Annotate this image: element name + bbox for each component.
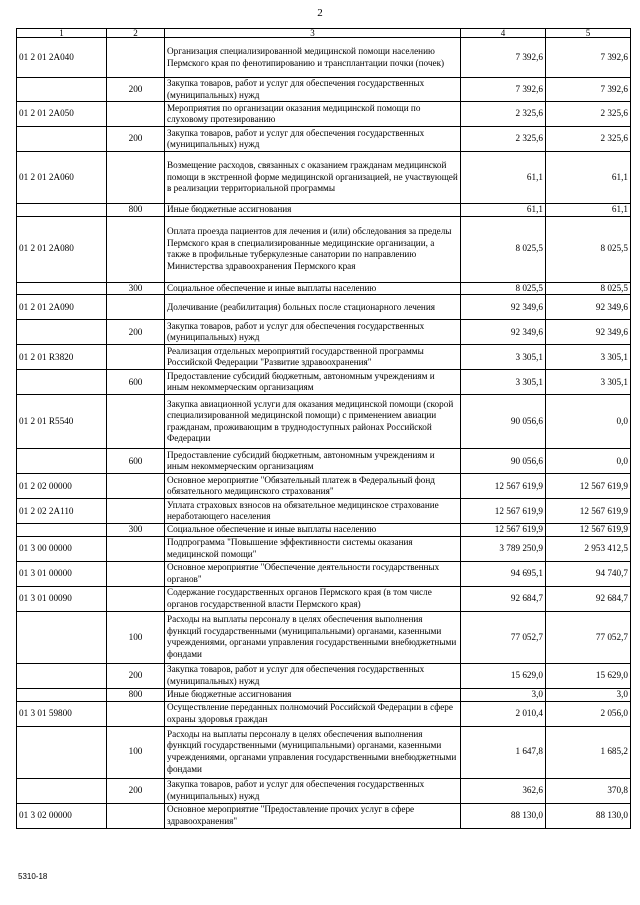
amount-year-1: 12 567 619,9: [461, 474, 546, 499]
amount-year-1: 92 349,6: [461, 295, 546, 320]
document-code: 5310-18: [18, 872, 48, 881]
amount-year-2: 94 740,7: [546, 561, 631, 586]
expense-name: Предоставление субсидий бюджетным, автономным учреждениям и иным некоммерческим организациям: [165, 449, 461, 474]
budget-table: [16, 28, 631, 829]
amount-year-2: 61,1: [546, 204, 631, 217]
amount-year-2: 0,0: [546, 395, 631, 449]
amount-year-2: 92 684,7: [546, 586, 631, 611]
table-row: [17, 38, 631, 78]
budget-classification-code: [17, 370, 107, 395]
budget-classification-code: [17, 204, 107, 217]
expense-type-code: 200: [107, 320, 165, 345]
amount-year-1: 2 010,4: [461, 701, 546, 726]
amount-year-2: 7 392,6: [546, 78, 631, 102]
amount-year-1: 2 325,6: [461, 127, 546, 152]
expense-type-code: 300: [107, 524, 165, 537]
table-row: [17, 778, 631, 803]
table-row: [17, 803, 631, 828]
table-row: [17, 295, 631, 320]
amount-year-2: 8 025,5: [546, 282, 631, 295]
amount-year-2: 3,0: [546, 688, 631, 701]
amount-year-1: 8 025,5: [461, 216, 546, 282]
amount-year-2: 92 349,6: [546, 295, 631, 320]
amount-year-2: 88 130,0: [546, 803, 631, 828]
table-row: [17, 78, 631, 102]
expense-type-code: 200: [107, 663, 165, 688]
amount-year-1: 8 025,5: [461, 282, 546, 295]
expense-name: Основное мероприятие "Обязательный платеж в Федеральный фонд обязательного медицинского страхования": [165, 474, 461, 499]
amount-year-1: 12 567 619,9: [461, 524, 546, 537]
expense-name: Иные бюджетные ассигнования: [165, 204, 461, 217]
expense-type-code: [107, 561, 165, 586]
amount-year-2: 370,8: [546, 778, 631, 803]
budget-classification-code: [17, 320, 107, 345]
column-header: 1: [17, 29, 107, 38]
table-row: [17, 561, 631, 586]
expense-name: Основное мероприятие "Обеспечение деятельности государственных органов": [165, 561, 461, 586]
expense-type-code: 600: [107, 370, 165, 395]
expense-name: Предоставление субсидий бюджетным, автономным учреждениям и иным некоммерческим организациям: [165, 370, 461, 395]
expense-name: Социальное обеспечение и иные выплаты населению: [165, 524, 461, 537]
table-row: [17, 536, 631, 561]
expense-name: Закупка товаров, работ и услуг для обеспечения государственных (муниципальных) нужд: [165, 663, 461, 688]
table-row: [17, 320, 631, 345]
expense-name: Закупка товаров, работ и услуг для обеспечения государственных (муниципальных) нужд: [165, 778, 461, 803]
expense-type-code: [107, 152, 165, 204]
expense-type-code: 800: [107, 688, 165, 701]
expense-name: Долечивание (реабилитация) больных после стационарного лечения: [165, 295, 461, 320]
amount-year-1: 90 056,6: [461, 395, 546, 449]
amount-year-2: 2 325,6: [546, 102, 631, 127]
expense-type-code: [107, 38, 165, 78]
table-row: [17, 524, 631, 537]
expense-name: Мероприятия по организации оказания медицинской помощи по слуховому протезированию: [165, 102, 461, 127]
table-row: [17, 499, 631, 524]
table-row: [17, 701, 631, 726]
expense-name: Содержание государственных органов Пермского края (в том числе органов государственной власти Пермского края): [165, 586, 461, 611]
amount-year-2: 92 349,6: [546, 320, 631, 345]
budget-classification-code: 01 3 01 00000: [17, 561, 107, 586]
expense-type-code: [107, 295, 165, 320]
amount-year-2: 12 567 619,9: [546, 499, 631, 524]
budget-classification-code: 01 2 01 2А040: [17, 38, 107, 78]
expense-name: Закупка авиационной услуги для оказания медицинской помощи (скорой специализированной медицинской помощи) с применением авиации гражданам, проживающим в труднодоступных районах Российской Федерации: [165, 395, 461, 449]
expense-type-code: 800: [107, 204, 165, 217]
amount-year-2: 0,0: [546, 449, 631, 474]
expense-name: Осуществление переданных полномочий Российской Федерации в сфере охраны здоровья граждан: [165, 701, 461, 726]
budget-classification-code: 01 3 01 00090: [17, 586, 107, 611]
budget-classification-code: 01 3 00 00000: [17, 536, 107, 561]
amount-year-1: 3,0: [461, 688, 546, 701]
table-row: [17, 688, 631, 701]
expense-name: Возмещение расходов, связанных с оказанием гражданам медицинской помощи в экстренной форме медицинской организацией, не участвующей в реализации территориальной программы: [165, 152, 461, 204]
amount-year-1: 3 305,1: [461, 370, 546, 395]
amount-year-1: 77 052,7: [461, 611, 546, 663]
expense-name: Основное мероприятие "Предоставление прочих услуг в сфере здравоохранения": [165, 803, 461, 828]
expense-name: Иные бюджетные ассигнования: [165, 688, 461, 701]
expense-type-code: [107, 701, 165, 726]
amount-year-1: 15 629,0: [461, 663, 546, 688]
amount-year-1: 92 349,6: [461, 320, 546, 345]
expense-name: Расходы на выплаты персоналу в целях обеспечения выполнения функций государственными (муниципальными) органами, казенными учреждениями, органами управления государственными внебюджетными фондами: [165, 726, 461, 778]
expense-name: Расходы на выплаты персоналу в целях обеспечения выполнения функций государственными (муниципальными) органами, казенными учреждениями, органами управления государственными внебюджетными фондами: [165, 611, 461, 663]
amount-year-1: 61,1: [461, 204, 546, 217]
amount-year-2: 15 629,0: [546, 663, 631, 688]
expense-type-code: 200: [107, 127, 165, 152]
expense-type-code: [107, 536, 165, 561]
amount-year-2: 7 392,6: [546, 38, 631, 78]
amount-year-1: 362,6: [461, 778, 546, 803]
amount-year-2: 2 953 412,5: [546, 536, 631, 561]
amount-year-2: 12 567 619,9: [546, 524, 631, 537]
expense-type-code: 200: [107, 778, 165, 803]
table-row: [17, 152, 631, 204]
amount-year-2: 3 305,1: [546, 370, 631, 395]
expense-type-code: [107, 474, 165, 499]
expense-type-code: 200: [107, 78, 165, 102]
budget-classification-code: 01 2 02 00000: [17, 474, 107, 499]
amount-year-1: 12 567 619,9: [461, 499, 546, 524]
expense-type-code: [107, 345, 165, 370]
budget-classification-code: [17, 726, 107, 778]
amount-year-1: 7 392,6: [461, 78, 546, 102]
table-row: [17, 370, 631, 395]
table-row: [17, 449, 631, 474]
budget-classification-code: [17, 524, 107, 537]
page-number: 2: [317, 7, 323, 19]
table-row: [17, 663, 631, 688]
expense-type-code: [107, 803, 165, 828]
amount-year-2: 61,1: [546, 152, 631, 204]
amount-year-1: 1 647,8: [461, 726, 546, 778]
table-row: [17, 127, 631, 152]
table-row: [17, 102, 631, 127]
expense-type-code: [107, 586, 165, 611]
amount-year-1: 92 684,7: [461, 586, 546, 611]
table-row: [17, 345, 631, 370]
column-number-row: [17, 29, 631, 38]
budget-classification-code: [17, 127, 107, 152]
budget-classification-code: 01 2 01 2А060: [17, 152, 107, 204]
amount-year-1: 7 392,6: [461, 38, 546, 78]
expense-name: Социальное обеспечение и иные выплаты населению: [165, 282, 461, 295]
budget-classification-code: 01 3 01 59800: [17, 701, 107, 726]
budget-classification-code: [17, 688, 107, 701]
expense-type-code: [107, 216, 165, 282]
budget-classification-code: 01 2 01 2А080: [17, 216, 107, 282]
amount-year-2: 3 305,1: [546, 345, 631, 370]
expense-name: Закупка товаров, работ и услуг для обеспечения государственных (муниципальных) нужд: [165, 127, 461, 152]
expense-name: Закупка товаров, работ и услуг для обеспечения государственных (муниципальных) нужд: [165, 320, 461, 345]
budget-classification-code: [17, 778, 107, 803]
budget-classification-code: 01 2 02 2А110: [17, 499, 107, 524]
amount-year-1: 3 789 250,9: [461, 536, 546, 561]
expense-type-code: [107, 395, 165, 449]
expense-type-code: 100: [107, 726, 165, 778]
expense-type-code: 100: [107, 611, 165, 663]
column-header: 5: [546, 29, 631, 38]
budget-classification-code: [17, 449, 107, 474]
column-header: 2: [107, 29, 165, 38]
column-header: 4: [461, 29, 546, 38]
column-header: 3: [165, 29, 461, 38]
expense-name: Организация специализированной медицинской помощи населению Пермского края по фенотипированию и трансплантации почки (почек): [165, 38, 461, 78]
expense-name: Закупка товаров, работ и услуг для обеспечения государственных (муниципальных) нужд: [165, 78, 461, 102]
amount-year-2: 12 567 619,9: [546, 474, 631, 499]
table-row: [17, 395, 631, 449]
budget-classification-code: 01 2 01 2А090: [17, 295, 107, 320]
amount-year-1: 90 056,6: [461, 449, 546, 474]
table-row: [17, 216, 631, 282]
amount-year-1: 61,1: [461, 152, 546, 204]
budget-classification-code: 01 2 01 2А050: [17, 102, 107, 127]
budget-classification-code: [17, 663, 107, 688]
expense-type-code: 300: [107, 282, 165, 295]
expense-type-code: [107, 102, 165, 127]
table-row: [17, 204, 631, 217]
amount-year-2: 1 685,2: [546, 726, 631, 778]
amount-year-2: 2 056,0: [546, 701, 631, 726]
table-row: [17, 474, 631, 499]
expense-type-code: [107, 499, 165, 524]
table-row: [17, 611, 631, 663]
amount-year-1: 88 130,0: [461, 803, 546, 828]
amount-year-2: 2 325,6: [546, 127, 631, 152]
expense-name: Подпрограмма "Повышение эффективности системы оказания медицинской помощи": [165, 536, 461, 561]
budget-classification-code: [17, 78, 107, 102]
budget-classification-code: 01 3 02 00000: [17, 803, 107, 828]
budget-classification-code: [17, 282, 107, 295]
amount-year-1: 3 305,1: [461, 345, 546, 370]
amount-year-1: 2 325,6: [461, 102, 546, 127]
expense-name: Оплата проезда пациентов для лечения и (или) обследования за пределы Пермского края в специализированные медицинские организации, а также в профильные туберкулезные санатории по направлению Министерства здравоохранения Пермского края: [165, 216, 461, 282]
expense-type-code: 600: [107, 449, 165, 474]
table-row: [17, 726, 631, 778]
expense-name: Реализация отдельных мероприятий государственной программы Российской Федерации "Развитие здравоохранения": [165, 345, 461, 370]
amount-year-1: 94 695,1: [461, 561, 546, 586]
amount-year-2: 8 025,5: [546, 216, 631, 282]
budget-classification-code: 01 2 01 R5540: [17, 395, 107, 449]
amount-year-2: 77 052,7: [546, 611, 631, 663]
expense-name: Уплата страховых взносов на обязательное медицинское страхование неработающего населения: [165, 499, 461, 524]
table-row: [17, 282, 631, 295]
budget-classification-code: 01 2 01 R3820: [17, 345, 107, 370]
table-row: [17, 586, 631, 611]
budget-classification-code: [17, 611, 107, 663]
